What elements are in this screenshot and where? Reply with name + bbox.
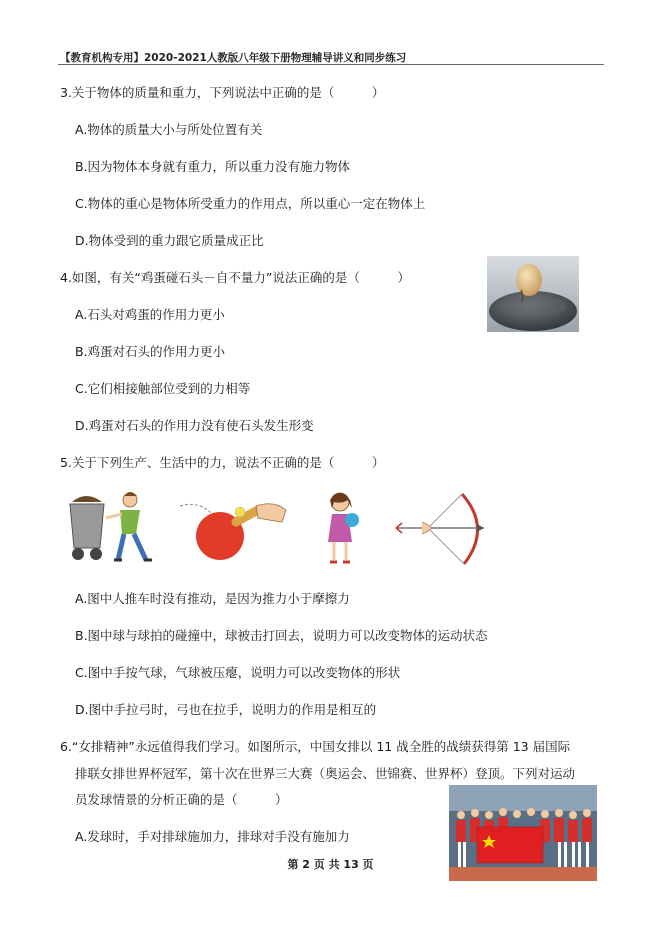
- table-tennis-racket-illustration: [178, 488, 290, 568]
- pushing-cart-illustration: [66, 488, 162, 568]
- question-5-option-d: D.图中手拉弓时，弓也在拉手，说明力的作用是相互的: [75, 702, 377, 717]
- question-5-option-b: B.图中球与球拍的碰撞中，球被击打回去，说明力可以改变物体的运动状态: [75, 628, 488, 643]
- question-6-stem-line-1: 6.“女排精神”永远值得我们学习。如图所示，中国女排以 11 战全胜的战绩获得第 13 届国际: [60, 739, 571, 754]
- question-5-option-c: C.图中手按气球，气球被压瘪，说明力可以改变物体的形状: [75, 665, 401, 680]
- question-6-option-a: A.发球时，手对排球施加力，排球对手没有施加力: [75, 829, 350, 844]
- question-3-option-b: B.因为物体本身就有重力，所以重力没有施力物体: [75, 159, 351, 174]
- question-6-stem-line-3: 员发球情景的分析正确的是（ ）: [75, 792, 288, 807]
- question-3-option-c: C.物体的重心是物体所受重力的作用点，所以重心一定在物体上: [75, 196, 426, 211]
- question-3-stem: 3.关于物体的质量和重力，下列说法中正确的是（ ）: [60, 85, 385, 100]
- header-rule: [58, 64, 604, 65]
- question-4-option-d: D.鸡蛋对石头的作用力没有使石头发生形变: [75, 418, 314, 433]
- girl-pressing-balloon-illustration: [318, 488, 366, 568]
- question-5-stem: 5.关于下列生产、生活中的力，说法不正确的是（ ）: [60, 455, 385, 470]
- question-3-option-d: D.物体受到的重力跟它质量成正比: [75, 233, 264, 248]
- question-4-option-b: B.鸡蛋对石头的作用力更小: [75, 344, 226, 359]
- bow-and-arrow-illustration: [392, 488, 492, 568]
- question-3-option-a: A.物体的质量大小与所处位置有关: [75, 122, 263, 137]
- question-4-option-c: C.它们相接触部位受到的力相等: [75, 381, 251, 396]
- page-footer: 第 2 页 共 13 页: [287, 858, 374, 871]
- page-header: 【教育机构专用】2020-2021人教版八年级下册物理辅导讲义和同步练习: [60, 52, 407, 64]
- question-6-stem-line-2: 排联女排世界杯冠军，第十次在世界三大赛（奥运会、世锦赛、世界杯）登顶。下列对运动: [75, 766, 576, 781]
- egg-on-stone-image: [487, 256, 579, 332]
- question-4-stem: 4.如图，有关“鸡蛋碰石头－自不量力”说法正确的是（ ）: [60, 270, 410, 285]
- question-4-option-a: A.石头对鸡蛋的作用力更小: [75, 307, 225, 322]
- question-5-option-a: A.图中人推车时没有推动，是因为推力小于摩擦力: [75, 591, 350, 606]
